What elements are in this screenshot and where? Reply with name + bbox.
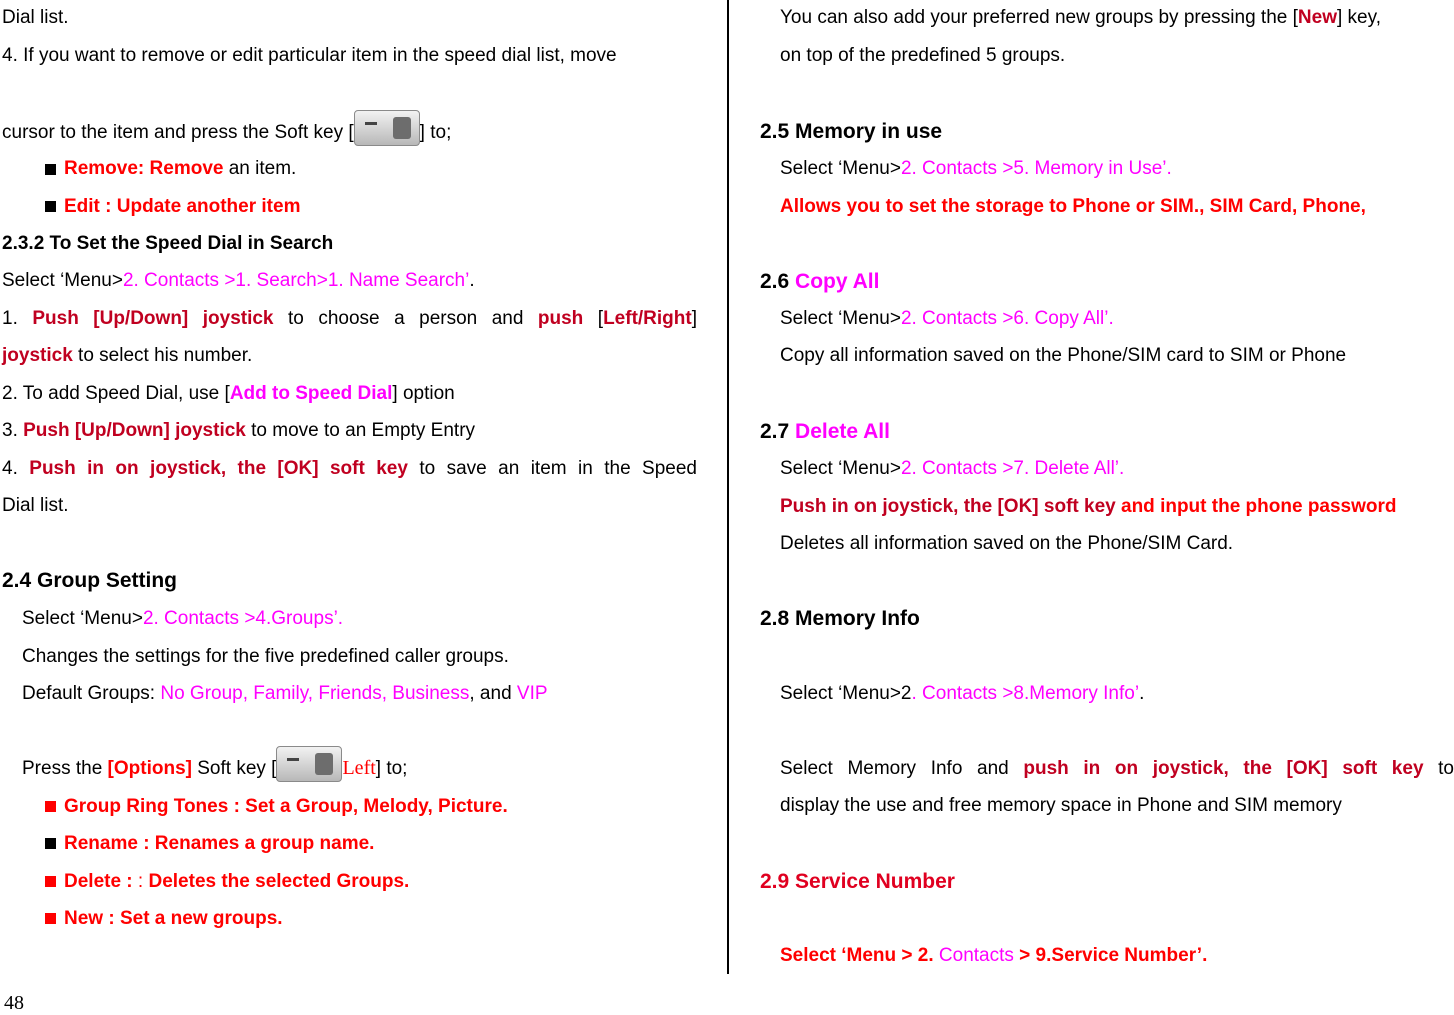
text-line xyxy=(2,457,697,481)
text-span: ] to; xyxy=(419,122,452,143)
text-line: on top of the predefined 5 groups. xyxy=(780,45,1066,66)
option-item: New : Set a new groups. xyxy=(64,908,283,929)
text-span: . xyxy=(469,270,475,291)
option-item xyxy=(64,870,409,894)
section-heading: 2.5 Memory in use xyxy=(760,120,943,143)
text-line xyxy=(780,157,1172,181)
highlight-text: push in on joystick, the [OK] soft key xyxy=(1023,758,1424,779)
text-span: to xyxy=(1423,758,1454,779)
text-line xyxy=(2,344,252,368)
highlight-text: joystick xyxy=(2,345,73,366)
text-line: Allows you to set the storage to Phone or SIM., SIM Card, Phone, xyxy=(780,196,1366,217)
highlight-text: Left/Right xyxy=(603,308,692,329)
text-span: to select his number. xyxy=(72,345,253,366)
highlight-text: Copy All xyxy=(795,270,880,293)
text-span: 2.7 xyxy=(760,420,796,443)
text-line xyxy=(2,269,475,293)
highlight-text: Push in on joystick, the [OK] soft key xyxy=(780,496,1116,517)
text-span: to move to an Empty Entry xyxy=(245,420,476,441)
text-span: ] to; xyxy=(375,758,408,779)
text-span: to choose a person and xyxy=(273,308,538,329)
menu-path: 2. Contacts >7. Delete All’. xyxy=(900,458,1125,479)
section-heading: 2.4 Group Setting xyxy=(2,569,178,592)
square-bullet-icon xyxy=(45,801,56,812)
highlight-text: Push [Up/Down] joystick xyxy=(32,308,274,329)
text-span: 2. To add Speed Dial, use [ xyxy=(2,383,230,404)
highlight-text: Delete : xyxy=(64,871,138,892)
text-span: ] xyxy=(691,308,697,329)
text-span: Select ‘Menu> xyxy=(2,270,123,291)
menu-path: . Contacts >8.Memory Info’ xyxy=(911,683,1140,704)
left-label: Left xyxy=(342,757,376,779)
highlight-text: No Group, Family, Friends, Business xyxy=(160,683,470,704)
soft-key-icon xyxy=(354,110,420,146)
text-span: [ xyxy=(583,308,604,329)
text-span: Select ‘Menu> xyxy=(780,308,901,329)
option-item: Group Ring Tones : Set a Group, Melody, Picture. xyxy=(64,796,508,817)
text-span: ] option xyxy=(392,383,455,404)
menu-path: 2. Contacts >4.Groups’. xyxy=(142,608,344,629)
text-line xyxy=(22,682,548,706)
square-bullet-icon xyxy=(45,876,56,887)
text-line xyxy=(2,419,475,443)
text-line xyxy=(2,307,697,331)
text-line xyxy=(780,6,1381,30)
text-span: : xyxy=(137,871,149,892)
square-bullet-icon xyxy=(45,164,56,175)
text-line xyxy=(780,307,1114,331)
menu-path: Contacts xyxy=(938,945,1014,966)
text-span: to save an item in the Speed xyxy=(407,458,697,479)
highlight-text: Push [Up/Down] joystick xyxy=(23,420,246,441)
section-heading: 2.9 Service Number xyxy=(760,870,955,893)
square-bullet-icon xyxy=(45,201,56,212)
text-span: cursor to the item and press the Soft key [ xyxy=(2,122,354,143)
highlight-text: Delete All xyxy=(795,420,890,443)
highlight-text: Push in on joystick, the [OK] soft key xyxy=(29,458,408,479)
text-span: . xyxy=(1139,683,1145,704)
text-line xyxy=(22,746,407,782)
highlight-text: VIP xyxy=(516,683,548,704)
text-line xyxy=(780,457,1124,481)
text-span: You can also add your preferred new groups by pressing the [ xyxy=(780,7,1298,28)
text-line xyxy=(780,757,1454,781)
section-heading: 2.8 Memory Info xyxy=(760,607,920,630)
text-line: Copy all information saved on the Phone/SIM card to SIM or Phone xyxy=(780,345,1347,366)
text-span: 2.6 xyxy=(760,270,796,293)
highlight-text: Remove: Remove xyxy=(64,158,224,179)
text-line xyxy=(2,382,455,406)
text-line: display the use and free memory space in Phone and SIM memory xyxy=(780,795,1342,816)
text-span: Default Groups: xyxy=(22,683,161,704)
text-span: Press the xyxy=(22,758,108,779)
menu-path: 2. Contacts >5. Memory in Use’. xyxy=(900,158,1172,179)
text-line xyxy=(780,682,1144,706)
text-line xyxy=(2,110,451,146)
text-line: Changes the settings for the five predefined caller groups. xyxy=(22,646,509,667)
text-line: Dial list. xyxy=(2,7,69,28)
menu-path: 2. Contacts >6. Copy All’. xyxy=(900,308,1114,329)
text-span: Select ‘Menu> xyxy=(780,158,901,179)
text-line xyxy=(780,944,1207,968)
highlight-text: > 9.Service Number’. xyxy=(1013,945,1208,966)
text-line: 4. If you want to remove or edit particular item in the speed dial list, move xyxy=(2,45,617,66)
text-span: Select ‘Menu> xyxy=(780,458,901,479)
text-span: 4. xyxy=(2,458,30,479)
square-bullet-icon xyxy=(45,838,56,849)
sub-heading: 2.3.2 To Set the Speed Dial in Search xyxy=(2,233,334,254)
text-span: Soft key [ xyxy=(191,758,277,779)
text-span: Select ‘Menu>2 xyxy=(780,683,912,704)
text-line: Dial list. xyxy=(2,495,69,516)
text-span: Select ‘Menu> xyxy=(22,608,143,629)
text-line: Deletes all information saved on the Phone/SIM Card. xyxy=(780,533,1234,554)
highlight-text: Deletes the selected Groups. xyxy=(148,871,410,892)
square-bullet-icon xyxy=(45,913,56,924)
text-span: 1. xyxy=(2,308,33,329)
highlight-text: Add to Speed Dial xyxy=(229,383,393,404)
column-divider xyxy=(727,0,729,974)
highlight-text: push xyxy=(537,308,584,329)
text-line xyxy=(780,495,1397,519)
text-span: ] key, xyxy=(1336,7,1381,28)
page-number: 48 xyxy=(4,992,24,1014)
bullet-item-remove xyxy=(64,157,296,181)
soft-key-icon xyxy=(276,746,342,782)
highlight-text: and input the phone password xyxy=(1115,496,1397,517)
bullet-item-edit xyxy=(64,195,300,219)
highlight-text: Edit : Update another item xyxy=(64,196,301,217)
text-span: 3. xyxy=(2,420,24,441)
option-item: Rename : Renames a group name. xyxy=(64,833,375,854)
section-heading xyxy=(760,270,879,294)
text-span: , and xyxy=(469,683,517,704)
text-line xyxy=(22,607,343,631)
menu-path: 2. Contacts >1. Search>1. Name Search’ xyxy=(122,270,470,291)
highlight-text: [Options] xyxy=(107,758,192,779)
text-span: Select Memory Info and xyxy=(780,758,1024,779)
text-span: an item. xyxy=(223,158,297,179)
highlight-text: New xyxy=(1297,7,1337,28)
highlight-text: Select ‘Menu > 2. xyxy=(780,945,939,966)
section-heading xyxy=(760,420,890,444)
